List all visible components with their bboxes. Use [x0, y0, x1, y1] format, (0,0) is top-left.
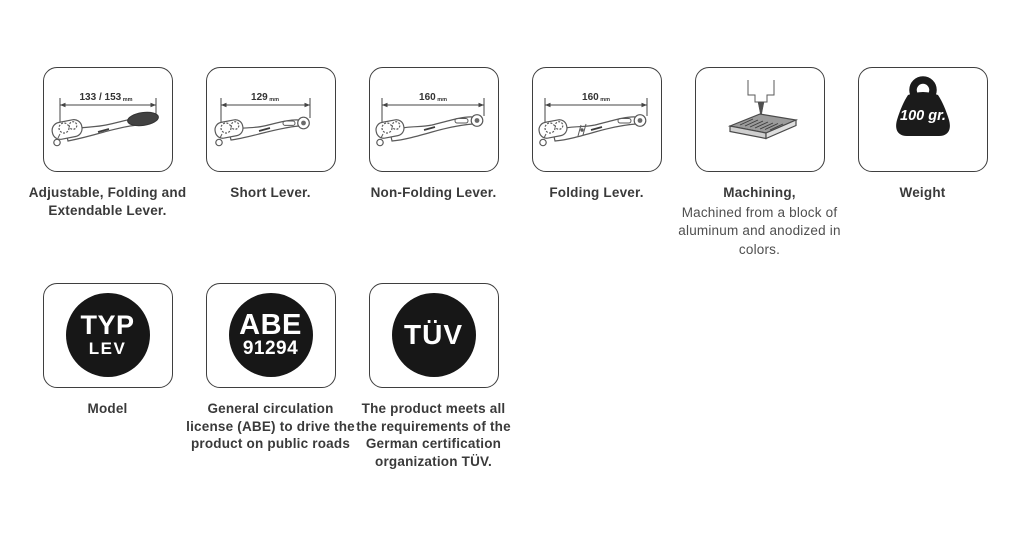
feature-caption: Weight	[899, 185, 946, 200]
badge-text: TÜV	[404, 318, 463, 350]
feature-abe-license	[186, 283, 355, 471]
abe-badge	[229, 293, 313, 377]
feature-adjustable-lever	[26, 67, 189, 260]
badge-text: 91294	[242, 338, 299, 360]
badge-text: TYP	[80, 310, 135, 341]
measurement-label: 160 mm	[418, 92, 447, 103]
badge-text: ABE	[239, 308, 302, 341]
card-frame	[695, 67, 825, 172]
adjustable-lever-illustration	[44, 68, 172, 171]
feature-caption: General circulation license (ABE) to drive the product on public roads	[186, 400, 355, 452]
feature-caption: Short Lever.	[230, 185, 311, 200]
card-frame	[369, 283, 499, 388]
short-lever-illustration	[207, 68, 335, 171]
feature-short-lever	[189, 67, 352, 260]
measurement-label: 160 mm	[581, 92, 610, 103]
feature-non-folding-lever	[352, 67, 515, 260]
card-frame	[858, 67, 988, 172]
feature-machining	[678, 67, 841, 260]
measurement-label: 133 / 153 mm	[79, 92, 132, 103]
feature-tuv-certification	[352, 283, 515, 471]
feature-row-1	[26, 67, 1024, 260]
feature-caption: Model	[87, 400, 128, 416]
card-frame	[369, 67, 499, 172]
card-frame	[43, 67, 173, 172]
measurement-label: 129 mm	[250, 92, 279, 103]
feature-weight	[841, 67, 1004, 260]
feature-folding-lever	[515, 67, 678, 260]
feature-subcaption: Machined from a block of aluminum and anodized in colors.	[678, 204, 841, 258]
card-frame	[206, 283, 336, 388]
feature-caption: The product meets all the requirements of the German certification organization TÜV.	[356, 400, 511, 470]
weight-value: 100 gr.	[899, 108, 946, 124]
typ-lev-badge	[66, 293, 150, 377]
non-folding-lever-illustration	[370, 68, 498, 171]
feature-row-2	[26, 283, 1024, 471]
badge-text: LEV	[88, 338, 127, 358]
cnc-milling-icon	[696, 68, 824, 171]
folding-lever-illustration	[533, 68, 661, 171]
feature-caption: Non-Folding Lever.	[370, 185, 497, 200]
feature-caption: Machining,	[723, 185, 796, 200]
card-frame	[43, 283, 173, 388]
feature-caption: Folding Lever.	[549, 185, 644, 200]
weight-icon	[859, 68, 987, 171]
card-frame	[206, 67, 336, 172]
feature-caption: Adjustable, Folding and Extendable Lever.	[28, 185, 187, 218]
feature-model	[26, 283, 189, 471]
card-frame	[532, 67, 662, 172]
tuv-badge	[392, 293, 476, 377]
